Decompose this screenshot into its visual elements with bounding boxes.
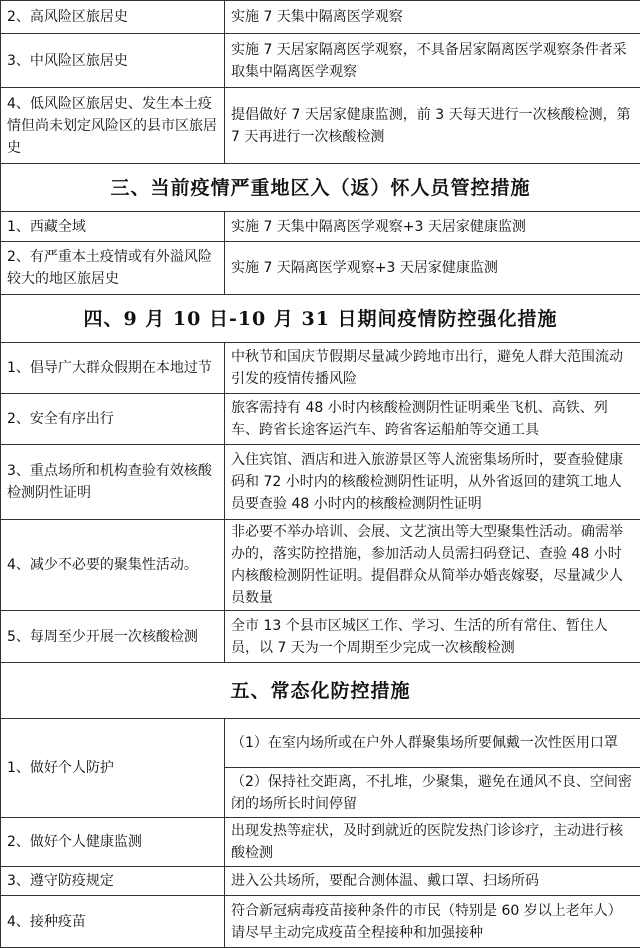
measure-cell: 中秋节和国庆节假期尽量减少跨地市出行，避免人群大范围流动引发的疫情传播风险 xyxy=(225,343,640,394)
measure-cell: 入住宾馆、酒店和进入旅游景区等人流密集场所时，要查验健康码和 72 小时内的核酸检测阴性证明，从外省返回的建筑工地人员要查验 48 小时内的核酸检测阴性证明 xyxy=(225,445,640,520)
measure-cell: 进入公共场所，要配合测体温、戴口罩、扫场所码 xyxy=(225,867,640,896)
measure-cell: 实施 7 天居家隔离医学观察，不具备居家隔离医学观察条件者采取集中隔离医学观察 xyxy=(225,34,640,88)
measure-cell: 全市 13 个县市区城区工作、学习、生活的所有常住、暂住人员，以 7 天为一个周期至少完成一次核酸检测 xyxy=(225,611,640,663)
measure-cell: （2）保持社交距离，不扎堆，少聚集，避免在通风不良、空间密闭的场所长时间停留 xyxy=(225,768,640,818)
section-header-row xyxy=(1,164,640,212)
table-row xyxy=(1,88,640,164)
item-cell: 5、每周至少开展一次核酸检测 xyxy=(1,611,225,663)
item-cell: 1、倡导广大群众假期在本地过节 xyxy=(1,343,225,394)
table-row xyxy=(1,242,640,295)
section-title: 四、9 月 10 日-10 月 31 日期间疫情防控强化措施 xyxy=(1,295,640,343)
table-row xyxy=(1,343,640,394)
table-row xyxy=(1,34,640,88)
section-header-row xyxy=(1,295,640,343)
measure-cell: 非必要不举办培训、会展、文艺演出等大型聚集性活动。确需举办的，落实防控措施，参加活动人员需扫码登记、查验 48 小时内核酸检测阴性证明。提倡群众从简举办婚丧嫁娶，尽量减少人员数量 xyxy=(225,520,640,611)
item-cell: 2、高风险区旅居史 xyxy=(1,1,225,34)
table-row xyxy=(1,1,640,34)
item-cell: 1、做好个人防护 xyxy=(1,719,225,818)
table-row xyxy=(1,520,640,611)
table-row xyxy=(1,611,640,663)
item-cell: 3、重点场所和机构查验有效核酸检测阴性证明 xyxy=(1,445,225,520)
table-row xyxy=(1,719,640,768)
measure-cell: 提倡做好 7 天居家健康监测，前 3 天每天进行一次核酸检测，第 7 天再进行一次核酸检测 xyxy=(225,88,640,164)
item-cell: 3、中风险区旅居史 xyxy=(1,34,225,88)
table-row xyxy=(1,896,640,948)
item-cell: 3、遵守防疫规定 xyxy=(1,867,225,896)
table-row xyxy=(1,212,640,242)
measure-cell: 实施 7 天集中隔离医学观察+3 天居家健康监测 xyxy=(225,212,640,242)
section-header-row xyxy=(1,663,640,719)
section-title: 五、常态化防控措施 xyxy=(1,663,640,719)
item-cell: 4、减少不必要的聚集性活动。 xyxy=(1,520,225,611)
table-row xyxy=(1,445,640,520)
item-cell: 4、接种疫苗 xyxy=(1,896,225,948)
item-cell: 2、做好个人健康监测 xyxy=(1,818,225,867)
item-cell: 1、西藏全域 xyxy=(1,212,225,242)
measure-cell: 出现发热等症状，及时到就近的医院发热门诊诊疗，主动进行核酸检测 xyxy=(225,818,640,867)
measure-cell: 旅客需持有 48 小时内核酸检测阴性证明乘坐飞机、高铁、列车、跨省长途客运汽车、跨省客运船舶等交通工具 xyxy=(225,394,640,445)
measure-cell: 符合新冠病毒疫苗接种条件的市民（特别是 60 岁以上老年人）请尽早主动完成疫苗全程接种和加强接种 xyxy=(225,896,640,948)
measure-cell: 实施 7 天集中隔离医学观察 xyxy=(225,1,640,34)
measure-cell: 实施 7 天隔离医学观察+3 天居家健康监测 xyxy=(225,242,640,295)
item-cell: 4、低风险区旅居史、发生本土疫情但尚未划定风险区的县市区旅居史 xyxy=(1,88,225,164)
table-row xyxy=(1,818,640,867)
measure-cell: （1）在室内场所或在户外人群聚集场所要佩戴一次性医用口罩 xyxy=(225,719,640,768)
table-row xyxy=(1,867,640,896)
item-cell: 2、安全有序出行 xyxy=(1,394,225,445)
table-row xyxy=(1,394,640,445)
item-cell: 2、有严重本土疫情或有外溢风险较大的地区旅居史 xyxy=(1,242,225,295)
section-title: 三、当前疫情严重地区入（返）怀人员管控措施 xyxy=(1,164,640,212)
